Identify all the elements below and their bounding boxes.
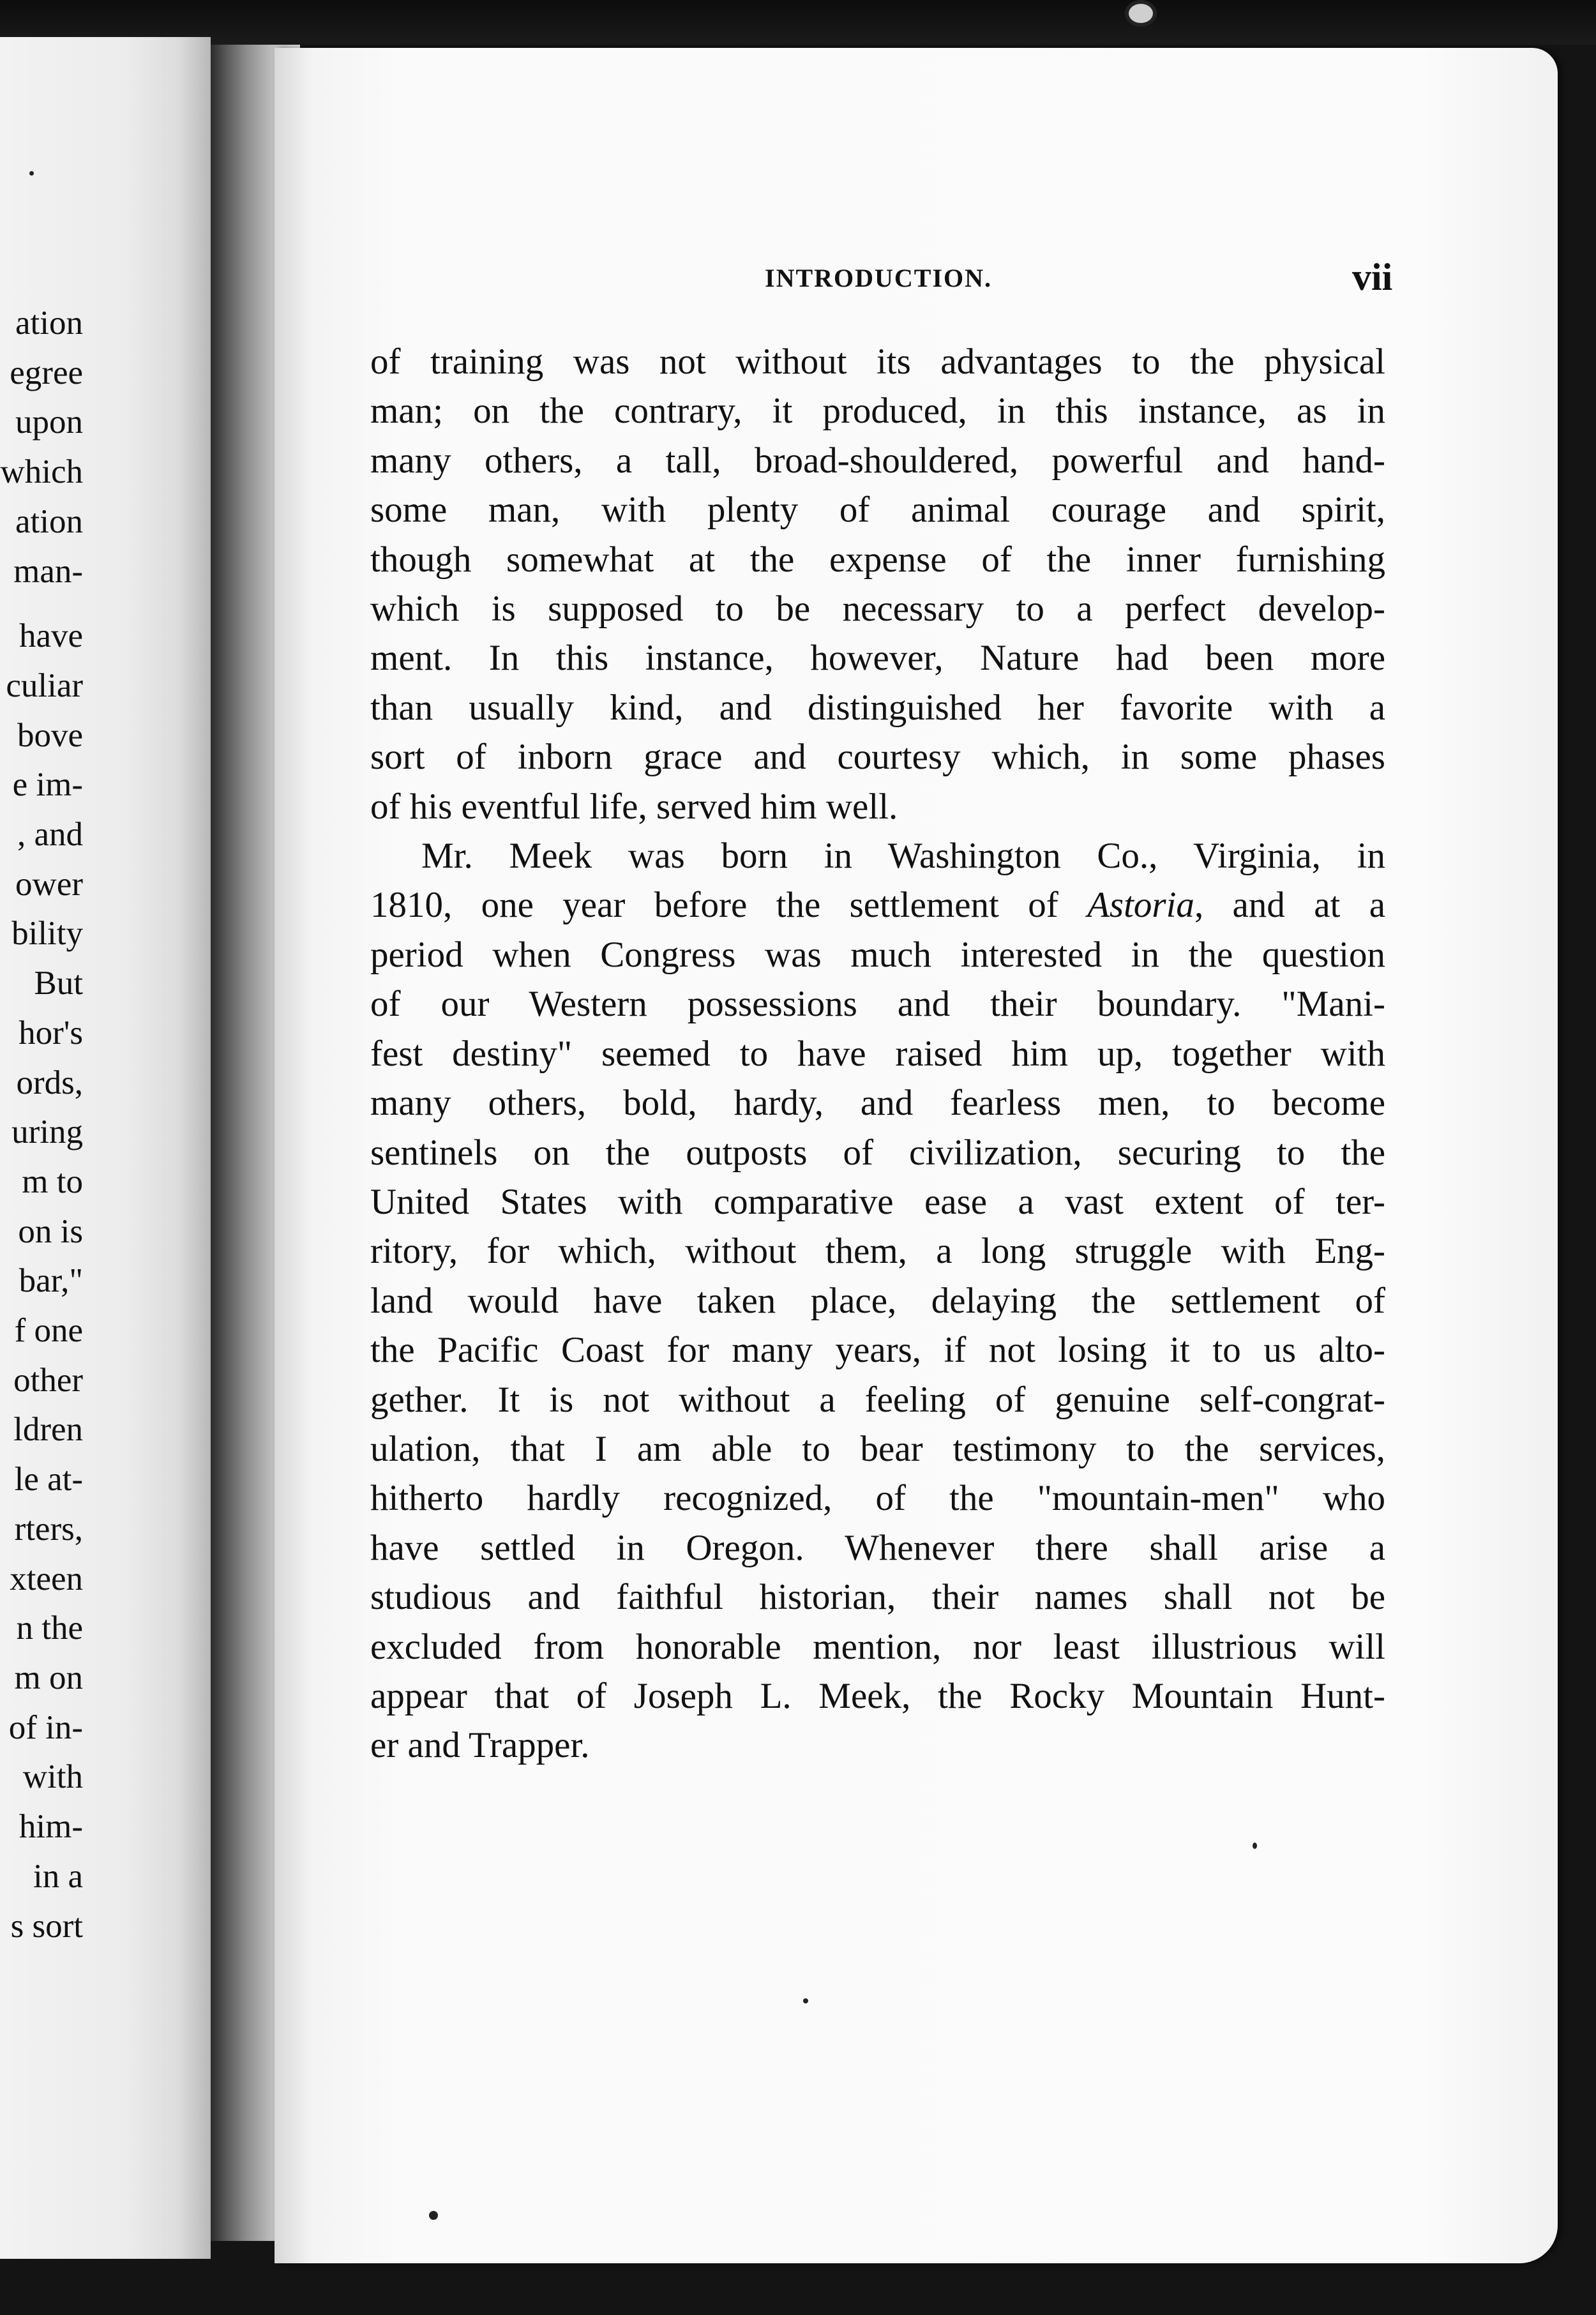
text-line: studious and faithful historian, their names shall not be (370, 1577, 1385, 1618)
facing-page-fragment: But (34, 965, 83, 1002)
facing-page-fragment: with (22, 1758, 83, 1796)
italic-word: Astoria (1087, 885, 1194, 926)
text-line: appear that of Joseph L. Meek, the Rocky Mountain Hunt- (370, 1675, 1385, 1716)
text-line: 1810, one year before the settlement of Astoria, and at a (370, 885, 1385, 926)
ink-speck (29, 171, 34, 176)
facing-page-fragment: of in- (8, 1708, 83, 1746)
facing-page-fragment: have (19, 617, 83, 655)
text-line: ritory, for which, without them, a long struggle with Eng- (370, 1231, 1385, 1272)
text-line: have settled in Oregon. Whenever there shall arise a (370, 1527, 1385, 1568)
text-line: of our Western possessions and their boundary. "Mani- (370, 984, 1385, 1025)
text-line: gether. It is not without a feeling of genuine self-congrat- (370, 1379, 1385, 1420)
text-line: which is supposed to be necessary to a perfect develop- (370, 589, 1385, 630)
facing-page-fragment: bove (17, 716, 83, 754)
facing-page-fragment: man- (13, 552, 83, 590)
text-line: sort of inborn grace and courtesy which, in some phases (370, 737, 1385, 778)
facing-page-fragment: in a (33, 1857, 83, 1895)
text-line: ment. In this instance, however, Nature had been more (370, 638, 1385, 679)
facing-page-fragment: xteen (10, 1560, 83, 1597)
text-line: many others, bold, hardy, and fearless men, to become (370, 1083, 1385, 1124)
facing-page-fragment: m on (14, 1659, 83, 1696)
facing-page-fragment: s sort (10, 1907, 83, 1945)
text-line: though somewhat at the expense of the inner furnishing (370, 539, 1385, 580)
text-line: the Pacific Coast for many years, if not losing it to us alto- (370, 1330, 1385, 1371)
text-line: hitherto hardly recognized, of the "mountain-men" who (370, 1478, 1385, 1519)
facing-page-fragment: other (13, 1361, 83, 1399)
facing-page-fragment: hor's (19, 1014, 83, 1052)
facing-page-fragment: bility (11, 915, 83, 953)
text-line: sentinels on the outposts of civilization, securing to the (370, 1132, 1385, 1173)
text-line: some man, with plenty of animal courage and spirit, (370, 490, 1385, 531)
facing-page-fragment: m to (22, 1163, 83, 1200)
facing-page-fragment: , and (17, 816, 83, 854)
text-line: United States with comparative ease a vast extent of ter- (370, 1181, 1385, 1222)
facing-page-fragment: culiar (6, 667, 83, 704)
ink-speck (1125, 0, 1157, 27)
facing-page-fragment: ation (15, 502, 83, 540)
facing-page-fragment: n the (16, 1610, 83, 1647)
text-line: period when Congress was much interested in the question (370, 934, 1385, 975)
text-line: excluded from honorable mention, nor least illustrious will (370, 1626, 1385, 1667)
text-line: man; on the contrary, it produced, in this instance, as in (370, 391, 1385, 432)
facing-page-fragment: on is (18, 1212, 83, 1250)
ink-speck (803, 1998, 808, 2003)
scan-top-border (0, 0, 1596, 45)
page-number: vii (1352, 256, 1393, 298)
ink-speck (1253, 1843, 1257, 1849)
text-line: Mr. Meek was born in Washington Co., Virginia, in (421, 836, 1385, 877)
facing-page-fragment: egree (10, 354, 83, 391)
text-line: land would have taken place, delaying the settlement of (370, 1280, 1385, 1321)
text-line: many others, a tall, broad-shouldered, powerful and hand- (370, 440, 1385, 481)
facing-page-fragment: which (0, 453, 83, 491)
text-line: fest destiny" seemed to have raised him up, together with (370, 1033, 1385, 1074)
facing-page-fragment: f one (14, 1312, 83, 1350)
facing-page-fragment: bar," (19, 1262, 83, 1300)
facing-page-fragment: upon (15, 403, 83, 441)
facing-page-fragment: ower (15, 865, 83, 903)
text-line: er and Trapper. (370, 1725, 590, 1766)
facing-page-fragment: uring (11, 1113, 83, 1151)
facing-page-fragment: ation (15, 305, 83, 342)
running-head: INTRODUCTION. (765, 264, 993, 292)
text-line: of training was not without its advantages to the physical (370, 342, 1385, 382)
text-line: of his eventful life, served him well. (370, 786, 898, 827)
facing-page-fragment: him- (19, 1808, 83, 1846)
ink-speck (429, 2211, 438, 2220)
text-line: ulation, that I am able to bear testimony to the services, (370, 1428, 1385, 1469)
facing-page-fragment: e im- (12, 766, 83, 804)
facing-page-left (0, 37, 211, 2259)
facing-page-fragment: le at- (14, 1461, 83, 1498)
facing-page-fragment: rters, (14, 1510, 83, 1548)
facing-page-fragment: ords, (16, 1064, 83, 1101)
text-line: than usually kind, and distinguished her favorite with a (370, 687, 1385, 728)
facing-page-fragment: ldren (13, 1411, 83, 1449)
facing-page-text-fragments (0, 299, 83, 1951)
body-text (370, 337, 1385, 1770)
